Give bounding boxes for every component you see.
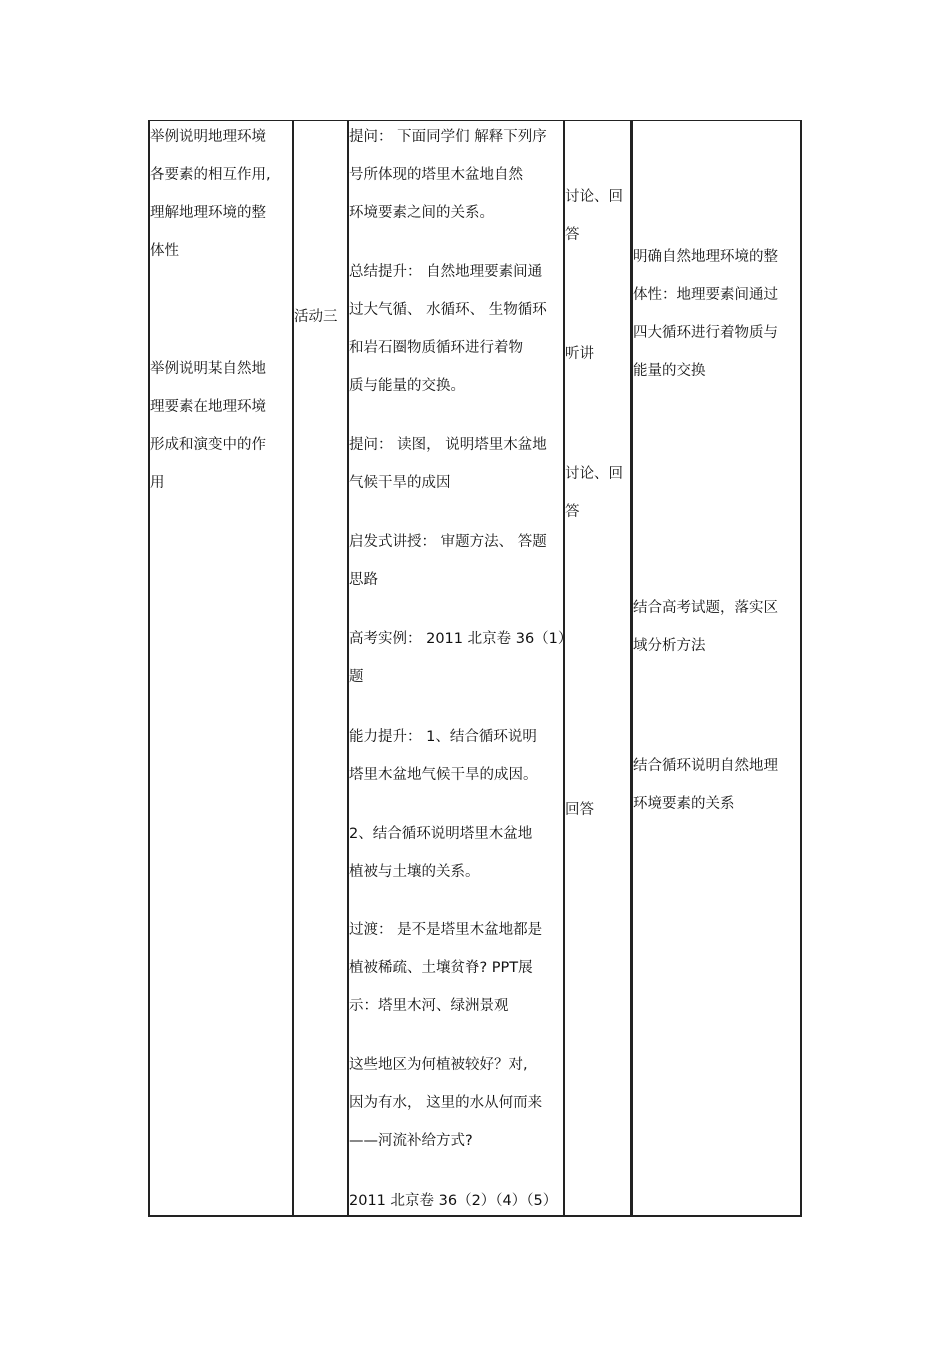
activity-cell <box>294 121 347 1215</box>
objective-line: 举例说明地理环境 <box>150 129 266 145</box>
intent-line: 环境要素的关系 <box>633 796 735 812</box>
teacher-line: 启发式讲授： 审题方法、 答题 <box>349 534 547 550</box>
student-line: 回答 <box>565 802 594 818</box>
teacher-line: 总结提升： 自然地理要素间通 <box>349 264 543 280</box>
objective-line: 形成和演变中的作 <box>150 437 266 453</box>
lesson-plan-table <box>148 120 802 1217</box>
teacher-line: 这些地区为何植被较好？对, <box>349 1057 528 1073</box>
teacher-line: 塔里木盆地气候干旱的成因。 <box>349 767 538 783</box>
student-line: 答 <box>565 504 580 520</box>
teacher-line: 2、结合循环说明塔里木盆地 <box>349 826 533 842</box>
teacher-line: 植被与土壤的关系。 <box>349 864 480 880</box>
teacher-line: 气候干旱的成因 <box>349 475 451 491</box>
teacher-line: 高考实例： 2011 北京卷 36（1） <box>349 631 573 647</box>
teacher-line: 题 <box>349 669 364 685</box>
teacher-line: 质与能量的交换。 <box>349 378 465 394</box>
student-line: 听讲 <box>565 346 594 362</box>
teacher-line: 提问： 读图， 说明塔里木盆地 <box>349 437 547 453</box>
objective-line: 用 <box>150 475 165 491</box>
teacher-line: 号所体现的塔里木盆地自然 <box>349 167 523 183</box>
intent-line: 结合循环说明自然地理 <box>633 758 778 774</box>
teacher-line: 2011 北京卷 36（2）（4）（5） <box>349 1193 558 1209</box>
teacher-line: 过渡： 是不是塔里木盆地都是 <box>349 922 543 938</box>
objective-line: 举例说明某自然地 <box>150 361 266 377</box>
teacher-line: 和岩石圈物质循环进行着物 <box>349 340 523 356</box>
intent-line: 结合高考试题，落实区 <box>633 600 778 616</box>
objective-line: 理要素在地理环境 <box>150 399 266 415</box>
teacher-line: 因为有水， 这里的水从何而来 <box>349 1095 543 1111</box>
design-intent-cell <box>633 121 800 1215</box>
objective-line: 理解地理环境的整 <box>150 205 266 221</box>
intent-line: 明确自然地理环境的整 <box>633 249 778 265</box>
teacher-activity-cell <box>349 121 573 1215</box>
intent-line: 域分析方法 <box>633 638 706 654</box>
student-activity-cell <box>565 121 630 1215</box>
objective-line: 各要素的相互作用, <box>150 167 271 183</box>
teacher-line: ——河流补给方式? <box>349 1133 473 1149</box>
student-line: 讨论、回 <box>565 189 623 205</box>
student-line: 讨论、回 <box>565 466 623 482</box>
objectives-cell <box>150 121 292 1215</box>
teacher-line: 植被稀疏、土壤贫脊? PPT展 <box>349 960 533 976</box>
teacher-line: 提问： 下面同学们 解释下列序 <box>349 129 547 145</box>
teacher-line: 思路 <box>349 572 378 588</box>
activity-label: 活动三 <box>294 309 338 325</box>
student-line: 答 <box>565 227 580 243</box>
teacher-line: 环境要素之间的关系。 <box>349 205 494 221</box>
teacher-line: 能力提升： 1、结合循环说明 <box>349 729 537 745</box>
objective-line: 体性 <box>150 243 179 259</box>
intent-line: 体性：地理要素间通过 <box>633 287 778 303</box>
intent-line: 四大循环进行着物质与 <box>633 325 778 341</box>
teacher-line: 过大气循、 水循环、 生物循环 <box>349 302 547 318</box>
table-border-right <box>800 121 802 1215</box>
teacher-line: 示：塔里木河、绿洲景观 <box>349 998 509 1014</box>
intent-line: 能量的交换 <box>633 363 706 379</box>
